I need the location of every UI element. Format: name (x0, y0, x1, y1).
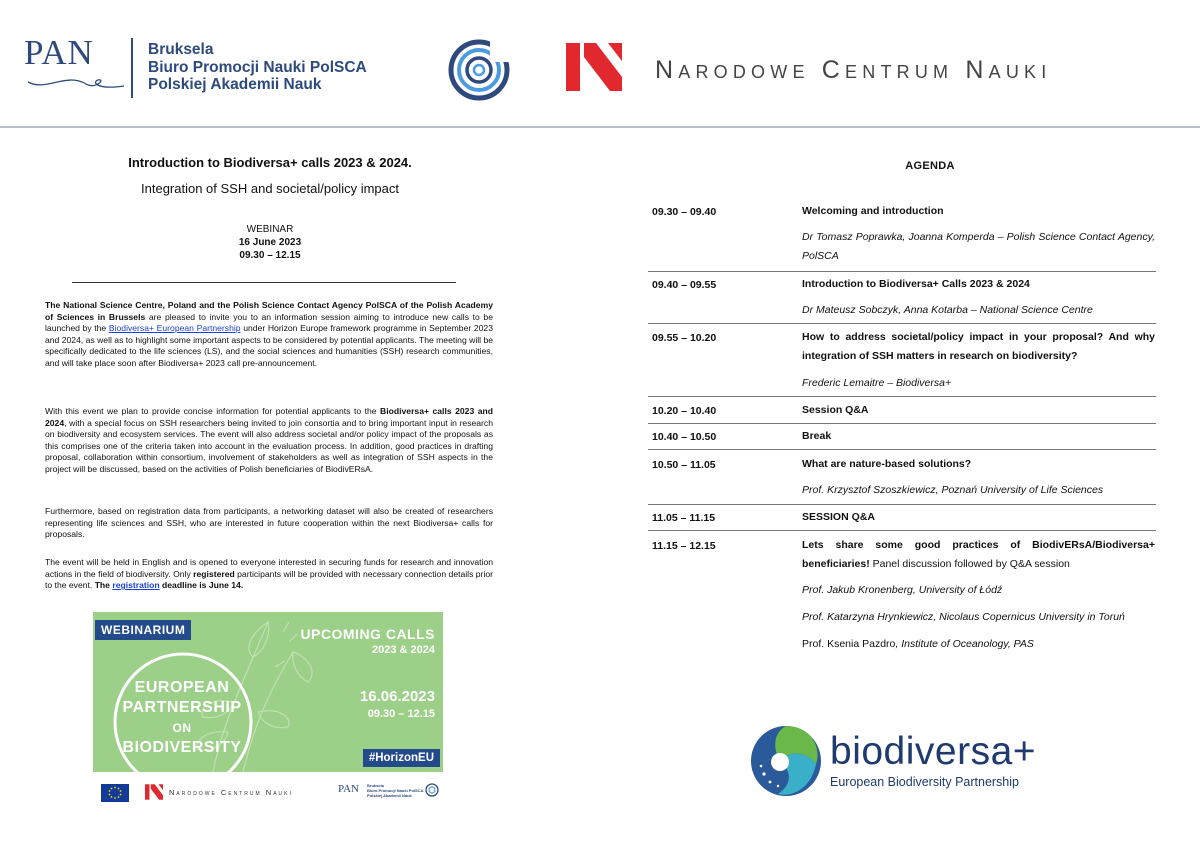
polsca-line: Biuro Promocji Nauki PolSCA (148, 58, 367, 76)
polsca-line: Polskiej Akademii Nauk (148, 76, 322, 93)
webinarium-tag: WEBINARIUM (95, 620, 191, 640)
polsca-small-line: Polskiej Akademii Nauk (367, 793, 412, 798)
paragraph-text: under Horizon Europe framework programme in September 2023 and 2024, as well as to highlight some important aspects to be considered by potential applicants. The meeting will be specifically dedicated to the life sciences (LS), and the social sciences and humanities (SSH) research communities, and will take place soon after Biodiversa+ 2023 call pre-announcement. (45, 323, 493, 368)
banner-time: 09.30 – 12.15 (367, 708, 435, 720)
agenda-time: 09.55 – 10.20 (652, 332, 717, 344)
ncn-name: Narodowe Centrum Nauki (655, 56, 1052, 84)
agenda-speaker: Prof. Katarzyna Hrynkiewicz, Nicolaus Copernicus University in Toruń (802, 611, 1125, 623)
event-details (60, 223, 480, 262)
agenda-speaker: Frederic Lemaitre – Biodiversa+ (802, 377, 952, 389)
header-divider (131, 38, 133, 98)
registration-paragraph (45, 557, 493, 592)
intro-paragraph (45, 300, 493, 370)
agenda-time: 09.40 – 09.55 (652, 279, 717, 291)
agenda-item-title: Break (802, 430, 832, 442)
agenda-divider (648, 423, 1156, 424)
agenda-divider (648, 323, 1156, 324)
webinar-banner (93, 612, 443, 772)
polsca-small-line: Biuro Promocji Nauki PolSCA (367, 788, 424, 793)
paragraph-text: With this event we plan to provide concise information for potential applicants to the (45, 406, 381, 416)
biodiversa-partnership-link[interactable]: Biodiversa+ European Partnership (108, 323, 241, 334)
agenda-divider (648, 530, 1156, 531)
banner-logo-strip (93, 777, 443, 805)
event-subtitle: Integration of SSH and societal/policy impact (141, 181, 399, 196)
polsca-small-line: Bruksela (367, 783, 384, 788)
agenda-item-title: Session Q&A (802, 404, 869, 416)
biodiversa-tagline: European Biodiversity Partnership (830, 775, 1019, 789)
deadline-prefix: The (94, 580, 113, 591)
paragraph-text: The event will be held in English and is opened to everyone interested in securing funds for research and innovation actions in the field of biodiversity. Only (45, 557, 493, 579)
ncn-small-logo-icon (145, 784, 163, 800)
agenda-divider (648, 504, 1156, 505)
event-type: WEBINAR (246, 224, 294, 235)
paragraph-text: are pleased to invite you to an information session aiming to introduce new calls to be launched by the (45, 311, 493, 334)
agenda-item-title: SESSION Q&A (802, 511, 875, 523)
pan-logo-text: PAN (24, 33, 94, 72)
registration-link[interactable]: registration (112, 580, 160, 591)
agenda-item-title (802, 536, 1155, 574)
agenda-time: 09.30 – 09.40 (652, 206, 717, 218)
agenda-speaker: Prof. Krzysztof Szoszkiewicz, Poznań University of Life Sciences (802, 484, 1104, 496)
pan-swirl-icon (26, 74, 126, 94)
banner-years: 2023 & 2024 (372, 644, 435, 656)
section-divider (72, 282, 456, 283)
purpose-paragraph (45, 406, 493, 476)
networking-paragraph: Furthermore, based on registration data from participants, a networking dataset will also be created of researchers representing life sciences and SSH, who are interested in future cooperation within the next Biodiversa+ calls for proposals. (45, 506, 493, 540)
paragraph-text: participants will be provided with necessary connection details prior to the event. (45, 568, 493, 591)
agenda-time: 11.15 – 12.15 (652, 540, 716, 552)
banner-line: PARTNERSHIP (122, 699, 242, 716)
agenda-item-title: How to address societal/policy impact in your proposal? And why integration of SSH matters in research on biodiversity? (802, 331, 1155, 362)
agenda-time: 10.40 – 10.50 (652, 431, 717, 443)
header-rule (0, 126, 1200, 128)
polsca-name (148, 41, 367, 94)
polsca-small-name (367, 783, 423, 798)
banner-line: ON (172, 721, 192, 735)
event-title: Introduction to Biodiversa+ calls 2023 & 2024. (128, 155, 412, 170)
organizers-text: The National Science Centre, Poland and the Polish Science Contact Agency PolSCA of the Polish Academy of Sciences in Brussels (45, 300, 493, 322)
agenda-time: 10.50 – 11.05 (652, 459, 716, 471)
agenda-item-title: What are nature-based solutions? (802, 458, 972, 470)
event-date: 16 June 2023 (238, 237, 302, 248)
banner-date: 16.06.2023 (359, 688, 435, 705)
agenda-item-title: Welcoming and introduction (802, 205, 944, 217)
biodiversa-wordmark: biodiversa+ (830, 730, 1037, 773)
agenda-item-title-plain: Panel discussion followed by Q&A session (869, 558, 1070, 570)
ncn-small-name: Narodowe Centrum Nauki (169, 788, 293, 797)
calls-emphasis: Biodiversa+ calls 2023 and 2024 (45, 406, 493, 428)
ncn-logo-icon (566, 43, 622, 91)
banner-line: BIODIVERSITY (122, 739, 242, 756)
polsca-line: Bruksela (148, 41, 214, 58)
paragraph-text: , with a special focus on SSH researchers being invited to join consortia and to bring important input in research on biodiversity and ecosystem services. The event will also address societal and/or policy impact of the proposals as this comprises one of the criteria taken into account in the evaluation process. In addition, good practices in drafting proposal, collaboration within consortium, involvement of stakeholders as well as integration of SSH aspects in the project will be discussed, based on the activities of Polish beneficiaries of BiodivERsA. (45, 417, 493, 474)
banner-upcoming-calls: UPCOMING CALLS (300, 626, 435, 642)
agenda-speaker: Dr Mateusz Sobczyk, Anna Kotarba – National Science Centre (802, 304, 1093, 316)
event-time: 09.30 – 12.15 (239, 250, 301, 261)
banner-line: EUROPEAN (134, 679, 230, 696)
agenda-item-title-bold: Lets share some good practices of BiodivERsA/Biodiversa+ beneficiaries! (802, 539, 1155, 570)
agenda-divider (648, 396, 1156, 397)
agenda-time: 10.20 – 10.40 (652, 405, 717, 417)
agenda-title: AGENDA (905, 160, 955, 172)
agenda-divider (648, 449, 1156, 450)
agenda-divider (648, 271, 1156, 272)
deadline-text: deadline is June 14. (159, 580, 244, 591)
biodiversa-logo-icon (750, 722, 822, 800)
horizon-hashtag: #HorizonEU (363, 749, 440, 767)
agenda-speaker (802, 635, 1155, 654)
agenda-time: 11.05 – 11.15 (652, 512, 716, 524)
agenda-item-title: Introduction to Biodiversa+ Calls 2023 & 2024 (802, 278, 1030, 290)
agenda-speaker: Prof. Jakub Kronenberg, University of Łódź (802, 584, 1003, 596)
eu-flag-icon (101, 784, 129, 802)
polsca-circle-icon (440, 38, 518, 102)
banner-partnership-name (107, 678, 257, 758)
polsca-small-circle-icon (425, 783, 439, 797)
pan-logo (24, 33, 124, 96)
agenda-speaker-name: Prof. Ksenia Pazdro (802, 638, 896, 650)
page-header (0, 0, 1200, 128)
agenda-speaker-affiliation: , Institute of Oceanology, PAS (895, 638, 1034, 650)
registered-emphasis: registered (193, 568, 235, 579)
pan-small-logo: PAN (338, 783, 359, 795)
agenda-speaker: Dr Tomasz Poprawka, Joanna Komperda – Polish Science Contact Agency, PolSCA (802, 231, 1155, 262)
